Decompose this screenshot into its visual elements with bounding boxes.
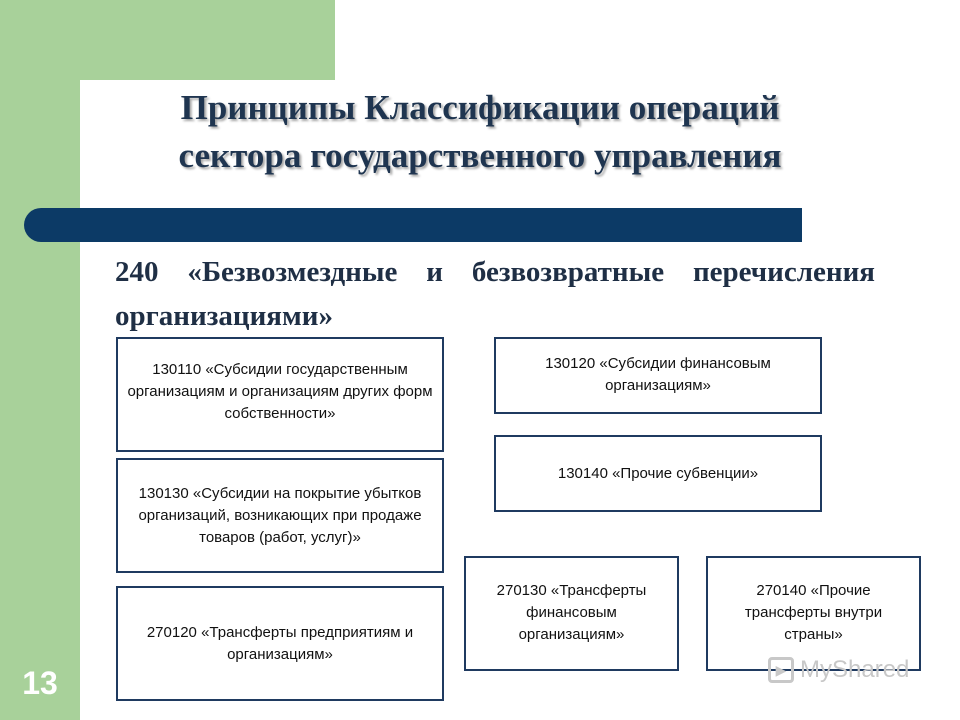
watermark [768,656,909,684]
box-label: 270140 «Прочие трансферты внутри страны» [744,582,883,643]
title-underline-bar [24,208,802,242]
myshared-logo-icon: ▶ [768,657,794,683]
classification-box-130140 [494,435,822,512]
classification-box-130120 [494,337,822,414]
title-line-1: Принципы Классификации операций [180,88,780,127]
classification-box-270130 [464,556,679,671]
slide-subtitle: 240 «Безвозмездные и безвозвратные перечисления организациями» [115,256,875,332]
box-label: 270120 «Трансферты предприятиям и организациям» [146,623,414,663]
box-label: 130140 «Прочие субвенции» [557,464,759,482]
classification-box-270120 [116,586,444,701]
top-decoration-block [80,0,335,80]
box-label: 130110 «Субсидии государственным организациям и организациям других форм собственности» [127,361,433,422]
classification-box-130110 [116,337,444,452]
slide-title [100,84,860,180]
classification-box-270140 [706,556,921,671]
box-label: 130130 «Субсидии на покрытие убытков организаций, возникающих при продаже товаров (работ, услуг)» [138,484,422,546]
box-label: 130120 «Субсидии финансовым организациям» [545,355,771,394]
watermark-text: MyShared [800,656,910,683]
side-decoration-strip [0,0,80,720]
box-label: 270130 «Трансферты финансовым организациям» [496,582,647,643]
classification-box-130130 [116,458,444,573]
title-line-2: сектора государственного управления [178,136,782,175]
page-number: 13 [22,665,58,701]
